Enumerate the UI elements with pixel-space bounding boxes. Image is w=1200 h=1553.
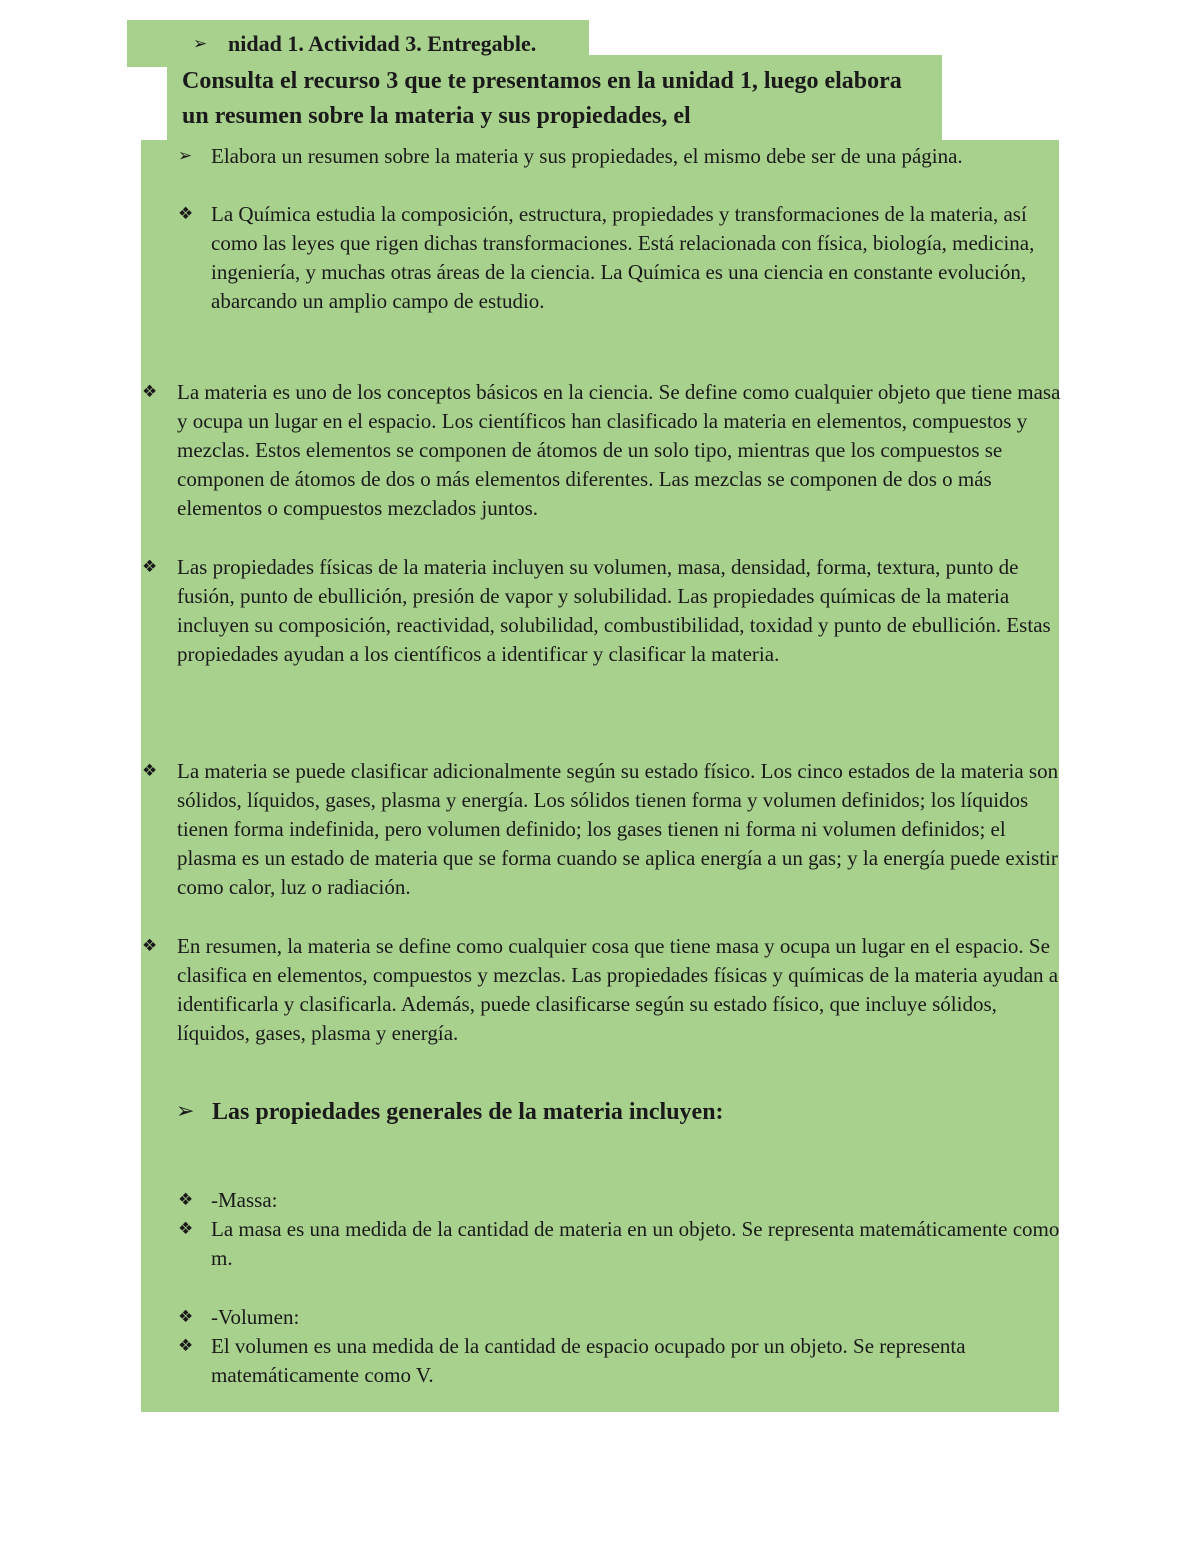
paragraph-text: La materia es uno de los conceptos básicos en la ciencia. Se define como cualquier objeto que tiene masa y ocupa un lugar en el espacio. Los científicos han clasificado la materia en elementos, compuestos y mezclas. Estos elementos se componen de átomos de un solo tipo, mientras que los compuestos se componen de átomos de dos o más elementos diferentes. Las mezclas se componen de dos o más elementos o compuestos mezclados juntos. — [177, 380, 1061, 520]
diamond-bullet-icon: ❖ — [142, 557, 158, 577]
diamond-bullet-icon: ❖ — [178, 1219, 194, 1239]
diamond-bullet-icon: ❖ — [178, 1190, 194, 1210]
diamond-bullet-icon: ❖ — [178, 1307, 194, 1327]
property-text: La masa es una medida de la cantidad de materia en un objeto. Se representa matemáticamente como m. — [211, 1217, 1060, 1270]
activity-title-text: nidad 1. Actividad 3. Entregable. — [228, 31, 537, 56]
properties-heading-text: Las propiedades generales de la materia incluyen: — [212, 1099, 724, 1125]
consulta-instruction: Consulta el recurso 3 que te presentamos en la unidad 1, luego elabora un resumen sobre la materia y sus propiedades, el — [182, 68, 902, 129]
paragraph-text: En resumen, la materia se define como cualquier cosa que tiene masa y ocupa un lugar en el espacio. Se clasifica en elementos, compuestos y mezclas. Las propiedades físicas y químicas de la materia ayudan a identificarla y clasificarla. Además, puede clasificarse según su estado físico, que incluye sólidos, líquidos, gases, plasma y energía. — [177, 934, 1059, 1045]
diamond-bullet-icon: ❖ — [142, 382, 158, 402]
property-text: El volumen es una medida de la cantidad de espacio ocupado por un objeto. Se representa matemáticamente como V. — [211, 1334, 966, 1387]
diamond-bullet-icon: ❖ — [178, 204, 194, 224]
property-text: -Massa: — [211, 1188, 278, 1212]
diamond-bullet-icon: ❖ — [142, 761, 158, 781]
paragraph-text: La Química estudia la composición, estructura, propiedades y transformaciones de la materia, así como las leyes que rigen dichas transformaciones. Está relacionada con física, biología, medicina, ingeniería, y muchas otras áreas de la ciencia. La Química es una ciencia en constante evolución, abarcando un amplio campo de estudio. — [211, 202, 1035, 313]
property-text: -Volumen: — [211, 1305, 300, 1329]
arrow-bullet-icon: ➢ — [193, 34, 208, 54]
arrow-bullet-icon: ➢ — [178, 146, 193, 166]
paragraph-text: Las propiedades físicas de la materia incluyen su volumen, masa, densidad, forma, textura, punto de fusión, punto de ebullición, presión de vapor y solubilidad. Las propiedades químicas de la materia incluyen su composición, reactividad, solubilidad, combustibilidad, toxidad y punto de ebullición. Estas propiedades ayudan a los científicos a identificar y clasificar la materia. — [177, 555, 1051, 666]
diamond-bullet-icon: ❖ — [178, 1336, 194, 1356]
diamond-bullet-icon: ❖ — [142, 936, 158, 956]
intro-text: Elabora un resumen sobre la materia y sus propiedades, el mismo debe ser de una página. — [211, 144, 963, 168]
paragraph-text: La materia se puede clasificar adicionalmente según su estado físico. Los cinco estados de la materia son sólidos, líquidos, gases, plasma y energía. Los sólidos tienen forma y volumen definidos; los líquidos tienen forma indefinida, pero volumen definido; los gases tienen ni forma ni volumen definidos; el plasma es un estado de materia que se forma cuando se aplica energía a un gas; y la energía puede existir como calor, luz o radiación. — [177, 759, 1059, 899]
arrow-bullet-icon: ➢ — [176, 1099, 195, 1124]
